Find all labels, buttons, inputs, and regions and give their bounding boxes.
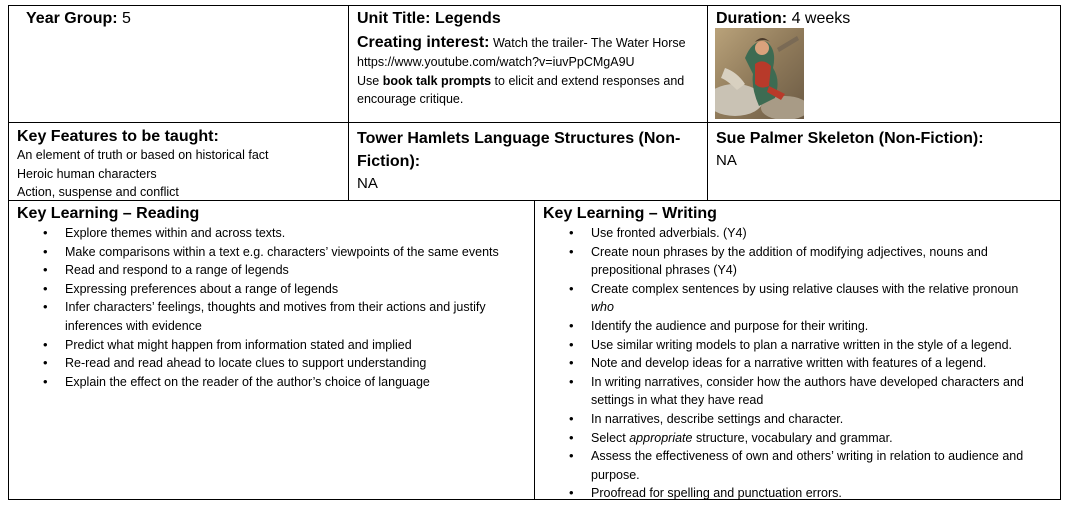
writing-item: • Create noun phrases by the addition of modifying adjectives, nouns and prepositional phrases (Y4)	[543, 243, 1057, 280]
use-word: Use	[357, 73, 380, 88]
writing-item: • Note and develop ideas for a narrative written with features of a legend.	[543, 354, 1057, 373]
writing-item-text: structure, vocabulary and grammar.	[695, 430, 893, 445]
tower-hamlets-title: Tower Hamlets Language Structures (Non-Fiction):	[357, 130, 681, 170]
column-divider	[348, 5, 349, 201]
unit-title-label: Unit Title:	[357, 10, 431, 27]
creating-interest-text: Watch the trailer- The Water Horse	[492, 36, 686, 50]
who-word: who	[591, 300, 614, 315]
feature-item: Heroic human characters	[17, 166, 157, 181]
reading-cell	[17, 204, 529, 391]
reading-title: Key Learning – Reading	[17, 205, 200, 222]
reading-item: • Expressing preferences about a range of legends	[17, 280, 529, 299]
key-features-title: Key Features to be taught:	[17, 128, 219, 145]
tower-hamlets-value: NA	[357, 175, 378, 192]
sue-palmer-title: Sue Palmer Skeleton (Non-Fiction):	[716, 130, 984, 147]
year-group-value: 5	[122, 10, 131, 27]
feature-item: Action, suspense and conflict	[17, 185, 179, 199]
writing-cell	[543, 204, 1057, 503]
writing-item: • Proofread for spelling and punctuation errors.	[543, 484, 1057, 503]
writing-item	[543, 429, 1057, 448]
row-divider	[8, 122, 1061, 123]
legend-painting-image	[715, 28, 804, 119]
writing-list	[543, 224, 1057, 503]
year-group-label: Year Group:	[26, 10, 118, 27]
reading-item: • Explain the effect on the reader of the author’s choice of language	[17, 373, 529, 392]
writing-item: • Use similar writing models to plan a narrative written in the style of a legend.	[543, 336, 1057, 355]
creating-interest	[357, 33, 697, 53]
duration-value: 4 weeks	[791, 10, 851, 27]
book-talk-note	[357, 72, 697, 109]
unit-cell	[357, 9, 697, 109]
writing-item: • Assess the effectiveness of own and others’ writing in relation to audience and purpose.	[543, 447, 1057, 484]
appropriate-word: appropriate	[629, 430, 693, 445]
column-divider	[534, 200, 535, 500]
unit-title-value: Legends	[434, 10, 501, 27]
tower-hamlets-cell	[357, 127, 697, 195]
reading-item: • Infer characters’ feelings, thoughts and motives from their actions and justify inferences with evidence	[17, 298, 529, 335]
reading-item: • Predict what might happen from information stated and implied	[17, 336, 529, 355]
key-features-cell	[17, 127, 342, 202]
reading-item: • Read and respond to a range of legends	[17, 261, 529, 280]
duration-label: Duration:	[716, 10, 788, 27]
writing-item: • In writing narratives, consider how the authors have developed characters and settings in what they have read	[543, 373, 1057, 410]
sue-palmer-value: NA	[716, 152, 737, 169]
creating-interest-label: Creating interest:	[357, 34, 490, 51]
writing-item: • In narratives, describe settings and character.	[543, 410, 1057, 429]
writing-item-text: Create complex sentences by using relative clauses with the relative pronoun	[591, 281, 1019, 296]
writing-item	[543, 280, 1057, 317]
select-word: Select	[591, 430, 626, 445]
reading-item: • Re-read and read ahead to locate clues to support understanding	[17, 354, 529, 373]
book-talk-rest: to elicit and extend responses and encourage critique.	[357, 73, 685, 106]
column-divider	[707, 5, 708, 201]
book-talk-prompts: book talk prompts	[382, 73, 492, 88]
writing-item: • Use fronted adverbials. (Y4)	[543, 224, 1057, 243]
feature-item: An element of truth or based on historical fact	[17, 148, 269, 162]
trailer-link[interactable]: https://www.youtube.com/watch?v=iuvPpCMgA9U	[357, 55, 635, 69]
painting-illustration	[715, 28, 804, 119]
year-group	[26, 9, 131, 29]
duration	[716, 9, 850, 29]
reading-item: • Make comparisons within a text e.g. characters’ viewpoints of the same events	[17, 243, 529, 262]
reading-item: • Explore themes within and across texts.	[17, 224, 529, 243]
sue-palmer-cell	[716, 127, 1056, 172]
writing-item: • Identify the audience and purpose for their writing.	[543, 317, 1057, 336]
writing-title: Key Learning – Writing	[543, 205, 717, 222]
reading-list	[17, 224, 529, 391]
unit-title	[357, 9, 697, 29]
